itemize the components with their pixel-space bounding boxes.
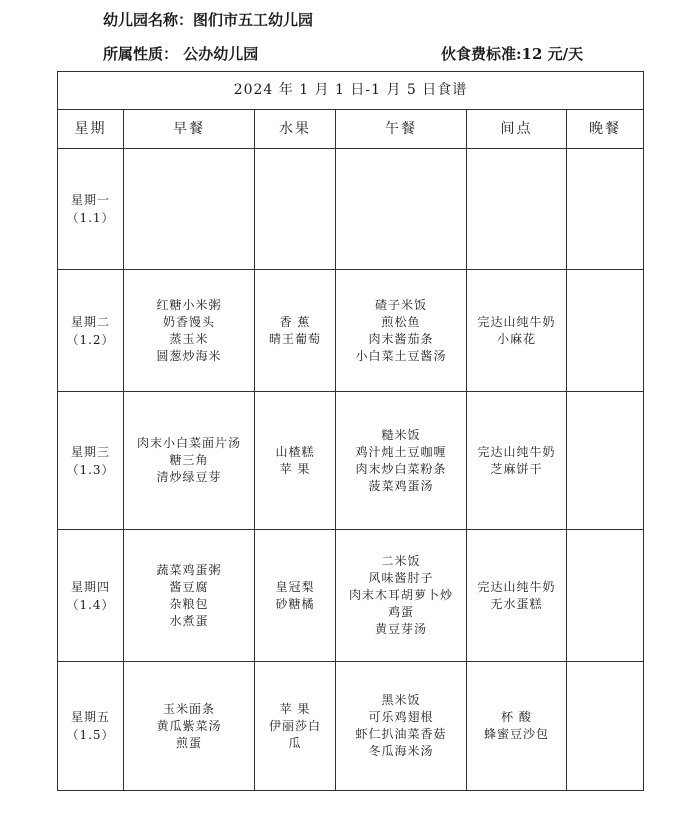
fruit-cell xyxy=(255,149,336,270)
menu-item: 糙米饭 xyxy=(381,427,421,442)
menu-item: 肉末酱茄条 xyxy=(368,331,434,346)
menu-item: 小麻花 xyxy=(496,331,536,346)
menu-item: 无水蛋糕 xyxy=(490,596,543,611)
weekday-label: 星期四 xyxy=(70,579,110,594)
menu-item: 清炒绿豆芽 xyxy=(156,470,222,484)
menu-item: 杂粮包 xyxy=(169,596,209,611)
menu-item: 鸡蛋 xyxy=(387,605,414,619)
column-header-dinner: 晚餐 xyxy=(567,110,644,149)
dinner-cell xyxy=(567,662,644,791)
menu-item: 晴王葡萄 xyxy=(268,331,321,346)
menu-table xyxy=(57,71,644,791)
menu-item: 瓜 xyxy=(288,735,302,750)
column-header-breakfast: 早餐 xyxy=(124,110,255,149)
menu-item: 风味酱肘子 xyxy=(368,571,434,585)
fruit-cell xyxy=(255,662,336,791)
weekday-cell xyxy=(58,392,124,530)
weekday-label: 星期三 xyxy=(70,444,110,459)
weekday-label: 星期五 xyxy=(70,710,110,724)
menu-item: 蜂蜜豆沙包 xyxy=(483,727,549,741)
dinner-cell xyxy=(567,149,644,270)
menu-title: 2024 年 1 月 1 日-1 月 5 日食谱 xyxy=(58,72,644,110)
dinner-cell xyxy=(567,270,644,392)
weekday-cell xyxy=(58,270,124,392)
menu-item: 黄豆芽汤 xyxy=(374,622,427,636)
menu-item: 黑米饭 xyxy=(381,693,421,707)
snack-cell xyxy=(467,662,567,791)
menu-item: 肉末小白菜面片汤 xyxy=(136,436,241,450)
lunch-cell xyxy=(336,530,467,662)
lunch-cell xyxy=(336,662,467,791)
menu-item: 皇冠梨 xyxy=(275,579,315,594)
date-label: （1.2） xyxy=(66,332,115,347)
menu-item: 菠菜鸡蛋汤 xyxy=(368,478,434,493)
menu-item: 鸡汁炖土豆咖喱 xyxy=(355,444,447,459)
breakfast-cell xyxy=(124,530,255,662)
lunch-cell xyxy=(336,270,467,392)
date-label: （1.1） xyxy=(66,211,115,225)
snack-cell xyxy=(467,149,567,270)
menu-item: 完达山纯牛奶 xyxy=(477,444,556,459)
dinner-cell xyxy=(567,392,644,530)
snack-cell xyxy=(467,392,567,530)
menu-item: 小白菜土豆酱汤 xyxy=(355,348,447,363)
menu-item: 红糖小米粥 xyxy=(156,297,222,312)
menu-item: 虾仁扒油菜香菇 xyxy=(355,727,447,741)
menu-row xyxy=(58,530,644,662)
column-header-lunch: 午餐 xyxy=(336,110,467,149)
menu-item: 苹 果 xyxy=(279,701,311,716)
menu-item: 奶香馒头 xyxy=(162,314,215,329)
fruit-cell xyxy=(255,392,336,530)
weekday-label: 星期二 xyxy=(70,314,110,329)
menu-item: 酱豆腐 xyxy=(169,579,209,594)
lunch-cell xyxy=(336,392,467,530)
fee-standard: 伙食费标准:12 元/天 xyxy=(441,45,584,63)
menu-item: 肉末木耳胡萝卜炒 xyxy=(348,588,453,602)
column-header-fruit: 水果 xyxy=(255,110,336,149)
menu-item: 肉末炒白菜粉条 xyxy=(355,461,447,476)
weekday-cell xyxy=(58,149,124,270)
menu-item: 香 蕉 xyxy=(279,314,311,329)
menu-item: 完达山纯牛奶 xyxy=(477,579,556,594)
menu-item: 玉米面条 xyxy=(162,701,215,716)
menu-item: 冬瓜海米汤 xyxy=(368,744,434,758)
column-header-snack: 间点 xyxy=(467,110,567,149)
dinner-cell xyxy=(567,530,644,662)
menu-item: 煎蛋 xyxy=(175,735,202,750)
menu-item: 碴子米饭 xyxy=(374,297,427,312)
menu-item: 圆葱炒海米 xyxy=(156,348,222,363)
menu-item: 苹 果 xyxy=(279,461,311,476)
breakfast-cell xyxy=(124,392,255,530)
weekday-cell xyxy=(58,662,124,791)
menu-row xyxy=(58,662,644,791)
weekday-cell xyxy=(58,530,124,662)
fruit-cell xyxy=(255,270,336,392)
menu-row xyxy=(58,392,644,530)
menu-item: 山楂糕 xyxy=(275,444,315,459)
weekday-label: 星期一 xyxy=(70,193,110,207)
menu-row xyxy=(58,270,644,392)
menu-item: 砂糖橘 xyxy=(275,596,315,611)
date-label: （1.4） xyxy=(66,597,115,612)
snack-cell xyxy=(467,530,567,662)
menu-row xyxy=(58,149,644,270)
menu-item: 水煮蛋 xyxy=(169,613,209,628)
menu-item: 黄瓜紫菜汤 xyxy=(156,718,222,733)
menu-item: 完达山纯牛奶 xyxy=(477,314,556,329)
menu-item: 二米饭 xyxy=(381,554,421,568)
column-header-weekday: 星期 xyxy=(58,110,124,149)
lunch-cell xyxy=(336,149,467,270)
menu-item: 可乐鸡翅根 xyxy=(368,710,434,724)
menu-item: 蔬菜鸡蛋粥 xyxy=(156,562,222,577)
kindergarten-name: 幼儿园名称：图们市五工幼儿园 xyxy=(103,11,314,29)
breakfast-cell xyxy=(124,662,255,791)
breakfast-cell xyxy=(124,270,255,392)
snack-cell xyxy=(467,270,567,392)
menu-item: 糖三角 xyxy=(169,453,209,467)
date-label: （1.5） xyxy=(66,728,115,742)
ownership-type: 所属性质： 公办幼儿园 xyxy=(103,45,259,63)
menu-item: 杯 酸 xyxy=(501,710,532,724)
menu-item: 芝麻饼干 xyxy=(490,461,543,476)
fruit-cell xyxy=(255,530,336,662)
menu-item: 煎松鱼 xyxy=(381,314,421,329)
menu-item: 伊丽莎白 xyxy=(268,718,321,733)
breakfast-cell xyxy=(124,149,255,270)
menu-item: 蒸玉米 xyxy=(169,331,209,346)
date-label: （1.3） xyxy=(66,462,115,477)
